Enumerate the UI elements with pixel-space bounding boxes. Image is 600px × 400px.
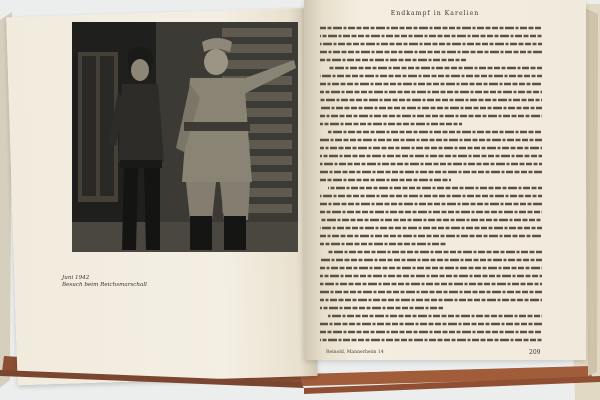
photograph xyxy=(72,22,298,252)
body-text-lines xyxy=(318,24,544,346)
footer-source: Reinold, Mannerheim 14 xyxy=(326,350,384,355)
page-edges xyxy=(0,368,600,400)
body-text xyxy=(318,24,544,346)
photo-caption xyxy=(62,275,182,289)
caption-line-date: Juni 1942 xyxy=(62,275,90,281)
page-number: 209 xyxy=(529,349,541,356)
photograph-illustration xyxy=(72,22,298,252)
running-head: Endkampf in Karelien xyxy=(390,10,480,17)
caption-line-title: Besuch beim Reichsmarschall xyxy=(62,282,147,288)
